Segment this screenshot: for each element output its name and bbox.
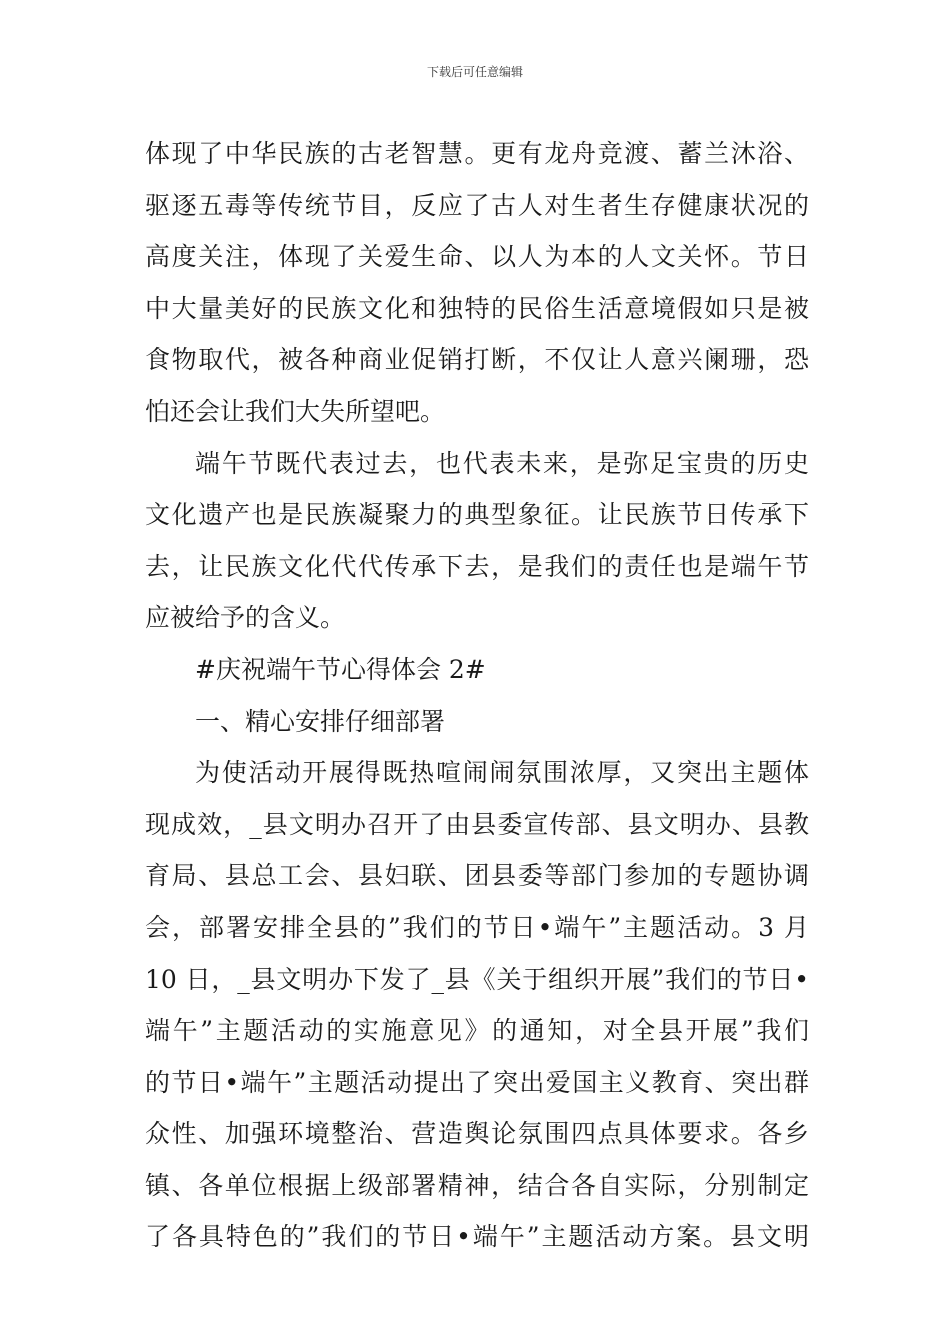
text-line: 应被给予的含义。 xyxy=(145,603,346,633)
text-line: 食物取代，被各种商业促销打断，不仅让人意兴阑珊，恐 xyxy=(145,345,809,375)
page-header: 下载后可任意编辑 xyxy=(426,65,523,79)
text-line: 镇、各单位根据上级部署精神，结合各自实际，分别制定 xyxy=(145,1170,809,1200)
text-line: 10 日，_县文明办下发了_县《关于组织开展”我们的节日• xyxy=(145,964,809,994)
text-line: 中大量美好的民族文化和独特的民俗生活意境假如只是被 xyxy=(145,293,809,323)
text-line: 文化遗产也是民族凝聚力的典型象征。让民族节日传承下 xyxy=(145,500,809,530)
text-line: 会，部署安排全县的”我们的节日•端午”主题活动。3 月 xyxy=(145,912,809,942)
text-line: 体现了中华民族的古老智慧。更有龙舟竞渡、蓄兰沐浴、 xyxy=(145,139,809,168)
text-line: #庆祝端午节心得体会 2# xyxy=(195,654,486,684)
text-line: 高度关注，体现了关爱生命、以人为本的人文关怀。节日 xyxy=(145,242,809,272)
text-line: 的节日•端午”主题活动提出了突出爱国主义教育、突出群 xyxy=(145,1067,809,1097)
text-line: 为使活动开展得既热喧闹闹氛围浓厚，又突出主题体 xyxy=(195,758,809,788)
text-line: 了各具特色的”我们的节日•端午”主题活动方案。县文明 xyxy=(145,1222,809,1252)
document-body xyxy=(145,128,809,1263)
text-line: 端午”主题活动的实施意见》的通知，对全县开展”我们 xyxy=(145,1016,809,1046)
text-line: 怕还会让我们大失所望吧。 xyxy=(145,396,446,426)
text-line: 驱逐五毒等传统节目，反应了古人对生者生存健康状况的 xyxy=(145,190,809,220)
text-line: 现成效，_县文明办召开了由县委宣传部、县文明办、县教 xyxy=(145,809,809,839)
text-line: 一、精心安排仔细部署 xyxy=(195,706,446,736)
text-line: 育局、县总工会、县妇联、团县委等部门参加的专题协调 xyxy=(145,861,809,891)
text-line: 去，让民族文化代代传承下去，是我们的责任也是端午节 xyxy=(145,551,809,581)
text-line: 端午节既代表过去，也代表未来，是弥足宝贵的历史 xyxy=(195,448,809,478)
text-line: 众性、加强环境整治、营造舆论氛围四点具体要求。各乡 xyxy=(145,1119,809,1149)
